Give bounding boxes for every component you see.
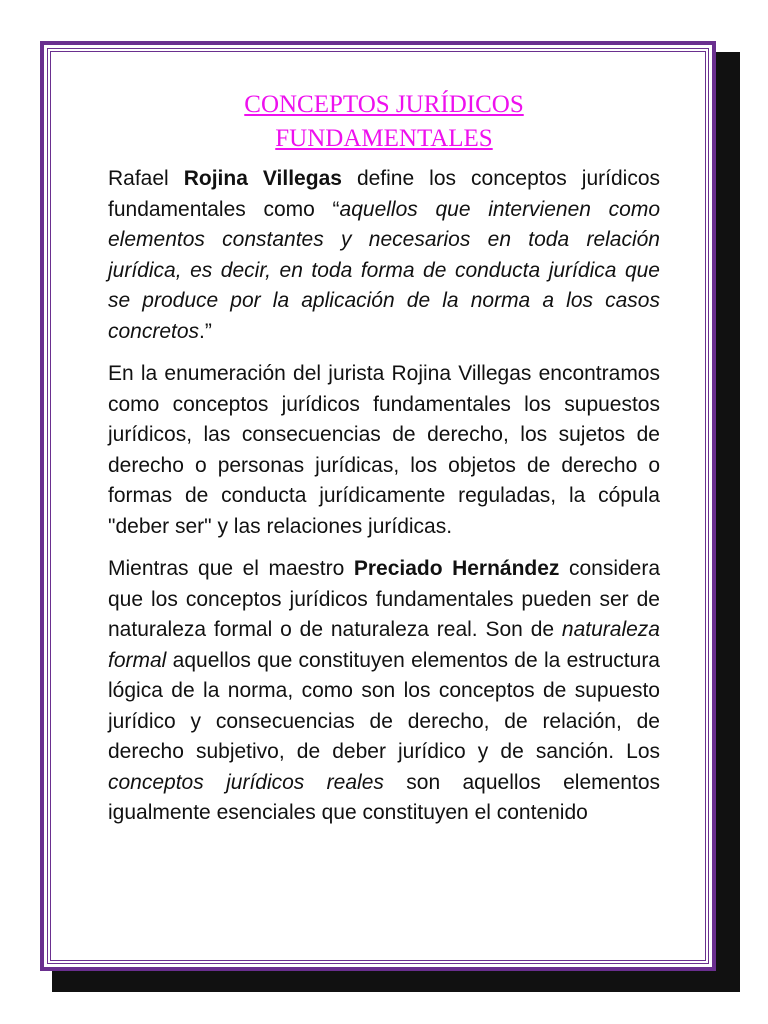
paragraph-3-text-2: considera que los conceptos jurídicos fundamentales pueden ser de naturaleza formal o de naturaleza real. Son de — [108, 557, 661, 641]
term-naturaleza-formal: naturaleza formal — [108, 618, 660, 672]
author-name-preciado: Preciado Hernández — [353, 557, 560, 580]
term-conceptos-reales: conceptos jurídicos reales — [108, 770, 384, 794]
document-title — [108, 88, 660, 156]
paragraph-3-text-4: son aquellos elementos igualmente esenciales que constituyen el contenido — [108, 770, 660, 824]
paragraph-1 — [108, 164, 660, 347]
paragraph-1-text-3: .” — [199, 319, 212, 343]
paragraph-1-text-2: define los conceptos jurídicos fundamentales como “ — [108, 167, 660, 221]
paragraph-3-text-1: Mientras que el maestro — [108, 557, 354, 580]
paragraph-3 — [108, 554, 660, 829]
paragraph-2: En la enumeración del jurista Rojina Villegas encontramos como conceptos jurídicos fundamentales los supuestos jurídicos, las consecuencias de derecho, los sujetos de derecho o personas jurídicas, los objetos de derecho o formas de conducta jurídicamente reguladas, la cópula "deber ser" y las relaciones jurídicas. — [108, 362, 660, 538]
title-line-2: FUNDAMENTALES — [275, 125, 493, 152]
title-line-1: CONCEPTOS JURÍDICOS — [244, 91, 524, 118]
paragraph-1-text-1: Rafael — [108, 167, 184, 190]
definition-quote: aquellos que intervienen como elementos constantes y necesarios en toda relación jurídica, es decir, en toda forma de conducta jurídica que se produce por la aplicación de la norma a los casos concretos — [108, 197, 661, 343]
paragraph-3-text-3: aquellos que constituyen elementos de la estructura lógica de la norma, como son los conceptos de supuesto jurídico y consecuencias de derecho, de relación, de derecho subjetivo, de deber jurídico y de sanción. Los — [108, 648, 660, 763]
document-body — [108, 88, 660, 841]
author-name-rojina: Rojina Villegas — [183, 167, 342, 190]
